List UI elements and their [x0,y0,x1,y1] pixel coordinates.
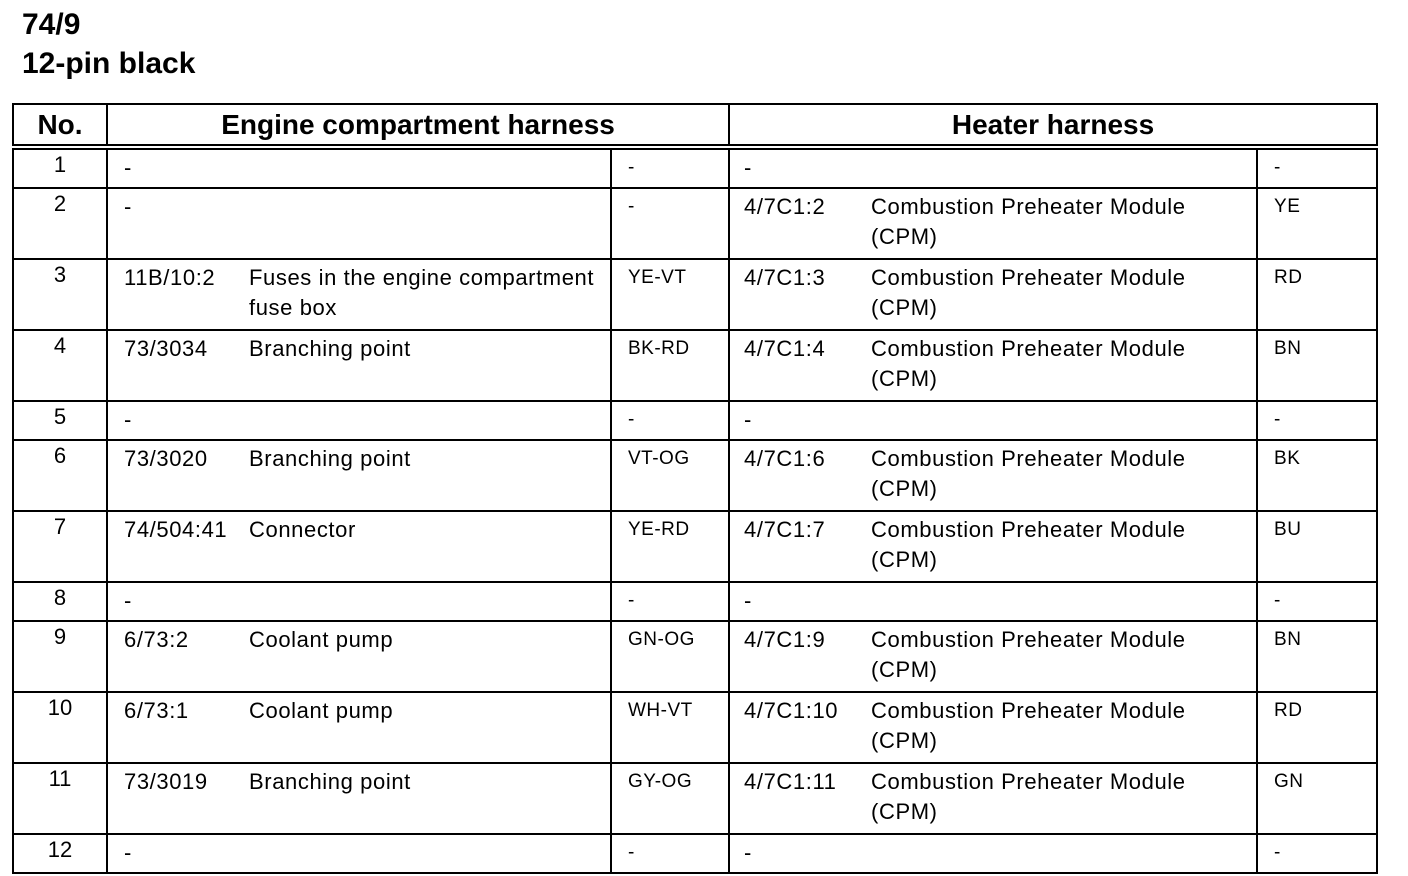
engine-ref: - [107,401,249,440]
heater-wire-color: GN [1257,763,1377,834]
heater-wire-color: BN [1257,621,1377,692]
engine-description [249,147,611,188]
engine-ref: - [107,834,249,873]
pin-number: 5 [13,401,107,440]
heater-description [871,147,1257,188]
heater-wire-color: BK [1257,440,1377,511]
engine-wire-color: - [611,401,729,440]
heater-wire-color: - [1257,147,1377,188]
heater-wire-color: BN [1257,330,1377,401]
table-body [13,147,1377,873]
heater-ref: - [729,401,871,440]
table-row [13,401,1377,440]
pin-number: 7 [13,511,107,582]
pin-number: 4 [13,330,107,401]
table-row [13,621,1377,692]
engine-description [249,188,611,259]
pin-number: 10 [13,692,107,763]
heater-ref: 4/7C1:2 [729,188,871,259]
table-row [13,188,1377,259]
header-engine-harness: Engine compartment harness [107,104,729,147]
heater-ref: 4/7C1:4 [729,330,871,401]
pin-number: 3 [13,259,107,330]
header-heater-harness: Heater harness [729,104,1377,147]
engine-wire-color: BK-RD [611,330,729,401]
engine-wire-color: WH-VT [611,692,729,763]
engine-description: Branching point [249,763,611,834]
engine-ref: 73/3034 [107,330,249,401]
heater-wire-color: - [1257,401,1377,440]
heater-description [871,834,1257,873]
table-row [13,259,1377,330]
pin-assignment-table [12,103,1378,874]
heater-ref: 4/7C1:10 [729,692,871,763]
engine-ref: - [107,147,249,188]
heater-description: Combustion Preheater Module (CPM) [871,259,1257,330]
heater-wire-color: BU [1257,511,1377,582]
table-row [13,763,1377,834]
engine-ref: 73/3019 [107,763,249,834]
pin-number: 2 [13,188,107,259]
table-row [13,330,1377,401]
engine-wire-color: - [611,582,729,621]
heater-ref: - [729,147,871,188]
engine-wire-color: VT-OG [611,440,729,511]
heater-description: Combustion Preheater Module (CPM) [871,692,1257,763]
pin-number: 1 [13,147,107,188]
table-header-row [13,104,1377,147]
pin-number: 8 [13,582,107,621]
heater-description: Combustion Preheater Module (CPM) [871,763,1257,834]
engine-wire-color: YE-VT [611,259,729,330]
header-no: No. [13,104,107,147]
heater-description: Combustion Preheater Module (CPM) [871,440,1257,511]
engine-wire-color: GN-OG [611,621,729,692]
heater-wire-color: YE [1257,188,1377,259]
connector-description: 12-pin black [22,47,196,80]
engine-ref: - [107,188,249,259]
engine-description: Fuses in the engine compartment fuse box [249,259,611,330]
engine-ref: - [107,582,249,621]
heater-ref: 4/7C1:3 [729,259,871,330]
pin-number: 11 [13,763,107,834]
heater-ref: - [729,834,871,873]
engine-ref: 74/504:41 [107,511,249,582]
engine-ref: 6/73:2 [107,621,249,692]
heater-wire-color: - [1257,582,1377,621]
table-row [13,582,1377,621]
pin-number: 9 [13,621,107,692]
engine-ref: 6/73:1 [107,692,249,763]
table-row [13,834,1377,873]
heater-wire-color: - [1257,834,1377,873]
heater-description: Combustion Preheater Module (CPM) [871,511,1257,582]
engine-wire-color: - [611,834,729,873]
connector-id: 74/9 [22,8,81,41]
table-row [13,692,1377,763]
engine-ref: 73/3020 [107,440,249,511]
engine-ref: 11B/10:2 [107,259,249,330]
heater-ref: - [729,582,871,621]
table-row [13,147,1377,188]
pin-number: 6 [13,440,107,511]
heater-description: Combustion Preheater Module (CPM) [871,188,1257,259]
heater-description [871,401,1257,440]
heater-description: Combustion Preheater Module (CPM) [871,330,1257,401]
engine-wire-color: - [611,188,729,259]
engine-wire-color: GY-OG [611,763,729,834]
engine-description: Branching point [249,330,611,401]
engine-description: Connector [249,511,611,582]
engine-description: Coolant pump [249,692,611,763]
pin-number: 12 [13,834,107,873]
engine-description [249,401,611,440]
engine-description [249,582,611,621]
engine-description: Branching point [249,440,611,511]
engine-wire-color: - [611,147,729,188]
heater-wire-color: RD [1257,259,1377,330]
heater-ref: 4/7C1:7 [729,511,871,582]
heater-wire-color: RD [1257,692,1377,763]
table-row [13,511,1377,582]
heater-ref: 4/7C1:6 [729,440,871,511]
heater-ref: 4/7C1:11 [729,763,871,834]
engine-description [249,834,611,873]
heater-description: Combustion Preheater Module (CPM) [871,621,1257,692]
heater-ref: 4/7C1:9 [729,621,871,692]
table-row [13,440,1377,511]
engine-description: Coolant pump [249,621,611,692]
heater-description [871,582,1257,621]
engine-wire-color: YE-RD [611,511,729,582]
